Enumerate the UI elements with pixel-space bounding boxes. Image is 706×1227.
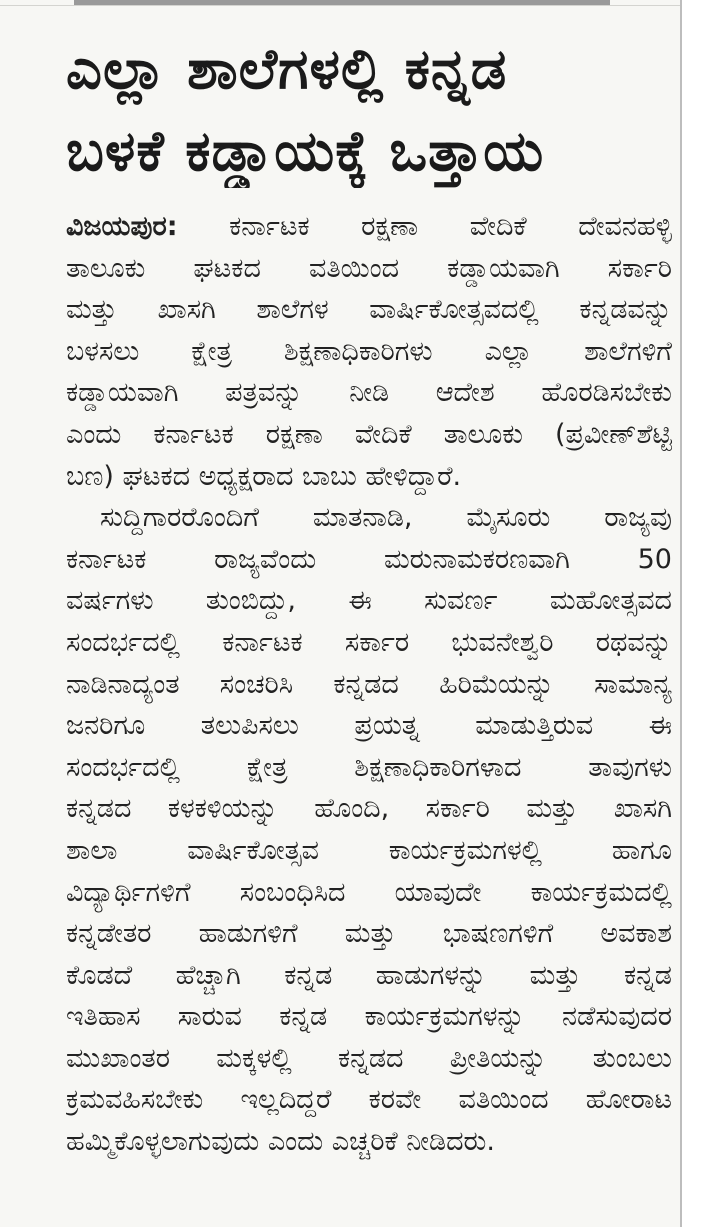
article-line: ಕನ್ನಡದ ಕಳಕಳಿಯನ್ನು ಹೊಂದಿ, ಸರ್ಕಾರಿ ಮತ್ತು ಖಾಸಗಿ <box>66 793 672 825</box>
article-line: ಶಾಲಾ ವಾರ್ಷಿಕೋತ್ಸವ ಕಾರ್ಯಕ್ರಮಗಳಲ್ಲಿ ಹಾಗೂ <box>66 834 672 866</box>
article-line: ಸಂದರ್ಭದಲ್ಲಿ ಕರ್ನಾಟಕ ಸರ್ಕಾರ ಭುವನೇಶ್ವರಿ ರಥವನ್ನು <box>66 626 672 658</box>
article-line: ಸಂದರ್ಭದಲ್ಲಿ ಕ್ಷೇತ್ರ ಶಿಕ್ಷಣಾಧಿಕಾರಿಗಳಾದ ತಾವುಗಳು <box>66 751 672 783</box>
article-line-text: ಕರ್ನಾಟಕ ರಕ್ಷಣಾ ವೇದಿಕೆ ದೇವನಹಳ್ಳಿ <box>229 211 672 242</box>
article-line: ಮುಖಾಂತರ ಮಕ್ಕಳಲ್ಲಿ ಕನ್ನಡದ ಪ್ರೀತಿಯನ್ನು ತುಂಬಲು <box>66 1042 672 1074</box>
article-line: ಕನ್ನಡೇತರ ಹಾಡುಗಳಿಗೆ ಮತ್ತು ಭಾಷಣಗಳಿಗೆ ಅವಕಾಶ <box>66 918 672 950</box>
article-line: ತಾಲೂಕು ಘಟಕದ ವತಿಯಿಂದ ಕಡ್ಡಾಯವಾಗಿ ಸರ್ಕಾರಿ <box>66 252 672 284</box>
article-line: ವಿದ್ಯಾರ್ಥಿಗಳಿಗೆ ಸಂಬಂಧಿಸಿದ ಯಾವುದೇ ಕಾರ್ಯಕ್ರಮದಲ್ಲಿ <box>66 876 672 908</box>
article-line: ಇತಿಹಾಸ ಸಾರುವ ಕನ್ನಡ ಕಾರ್ಯಕ್ರಮಗಳನ್ನು ನಡೆಸುವುದರ <box>66 1001 672 1033</box>
article-line: ಜನರಿಗೂ ತಲುಪಿಸಲು ಪ್ರಯತ್ನ ಮಾಡುತ್ತಿರುವ ಈ <box>66 710 672 742</box>
right-margin <box>682 0 706 1227</box>
headline-line-2: ಬಳಕೆ ಕಡ್ಡಾಯಕ್ಕೆ ಒತ್ತಾಯ <box>66 119 545 184</box>
article-line: ಕರ್ನಾಟಕ ರಾಜ್ಯವೆಂದು ಮರುನಾಮಕರಣವಾಗಿ 50 <box>66 543 672 575</box>
article-line: ಬಣ) ಘಟಕದ ಅಧ್ಯಕ್ಷರಾದ ಬಾಬು ಹೇಳಿದ್ದಾರೆ. <box>66 460 462 492</box>
article-line: ವರ್ಷಗಳು ತುಂಬಿದ್ದು, ಈ ಸುವರ್ಣ ಮಹೋತ್ಸವದ <box>66 585 672 617</box>
article-line <box>66 206 672 248</box>
headline-line-1: ಎಲ್ಲಾ ಶಾಲೆಗಳಲ್ಲಿ ಕನ್ನಡ <box>66 37 508 102</box>
article-body <box>66 206 672 1163</box>
article-line: ಕ್ರಮವಹಿಸಬೇಕು ಇಲ್ಲದಿದ್ದರೆ ಕರವೇ ವತಿಯಿಂದ ಹೋರಾಟ <box>66 1084 672 1116</box>
article-line: ಮತ್ತು ಖಾಸಗಿ ಶಾಲೆಗಳ ವಾರ್ಷಿಕೋತ್ಸವದಲ್ಲಿ ಕನ್ನಡವನ್ನು <box>66 294 672 326</box>
page-edge <box>0 5 706 6</box>
article-line: ನಾಡಿನಾದ್ಯಂತ ಸಂಚರಿಸಿ ಕನ್ನಡದ ಹಿರಿಮೆಯನ್ನು ಸಾಮಾನ್ಯ <box>66 668 672 700</box>
article-line: ಬಳಸಲು ಕ್ಷೇತ್ರ ಶಿಕ್ಷಣಾಧಿಕಾರಿಗಳು ಎಲ್ಲಾ ಶಾಲೆಗಳಿಗೆ <box>66 335 672 367</box>
article-line: ಹಮ್ಮಿಕೊಳ್ಳಲಾಗುವುದು ಎಂದು ಎಚ್ಚರಿಕೆ ನೀಡಿದರು. <box>66 1126 495 1158</box>
article-line: ಎಂದು ಕರ್ನಾಟಕ ರಕ್ಷಣಾ ವೇದಿಕೆ ತಾಲೂಕು (ಪ್ರವೀಣ್‌ಶೆಟ್ಟಿ <box>66 418 672 450</box>
article-line: ಕಡ್ಡಾಯವಾಗಿ ಪತ್ರವನ್ನು ನೀಡಿ ಆದೇಶ ಹೊರಡಿಸಬೇಕು <box>66 377 672 409</box>
article-line: ಕೊಡದೆ ಹೆಚ್ಚಾಗಿ ಕನ್ನಡ ಹಾಡುಗಳನ್ನು ಮತ್ತು ಕನ್ನಡ <box>66 959 672 991</box>
column-divider <box>680 0 682 1227</box>
dateline: ವಿಜಯಪುರ: <box>66 211 178 242</box>
article-line: ಸುದ್ದಿಗಾರರೊಂದಿಗೆ ಮಾತನಾಡಿ, ಮೈಸೂರು ರಾಜ್ಯವು <box>100 502 672 534</box>
